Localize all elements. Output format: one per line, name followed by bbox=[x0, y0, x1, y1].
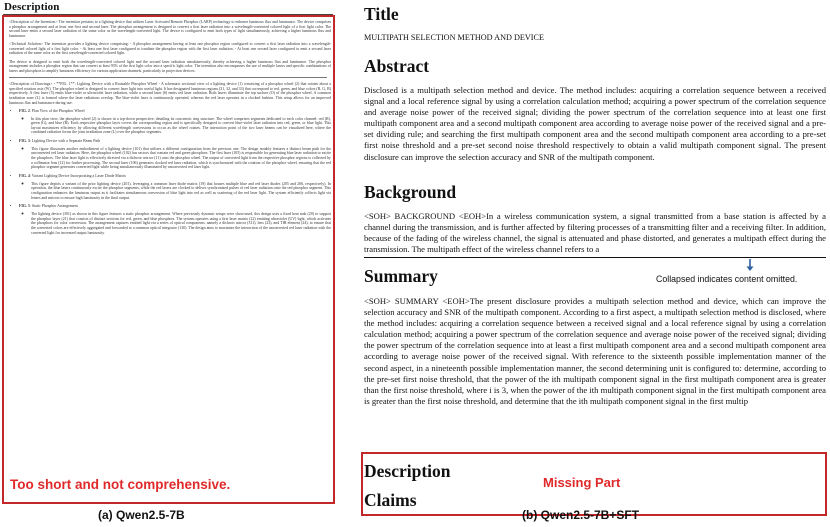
figure-item bbox=[19, 109, 331, 135]
figure-label: FIG. 4 bbox=[19, 174, 30, 179]
figure-detail: ◦ The lighting device (301) as shown in this figure features a static phosphor arrangement. Where previously dynamic setups were showcased, this design uses a fixed heat sink (20) to support the phosphor layer (21) that consists of distinct sections for red, green, and blue phosphors. The system operates using a first laser matrix (22) emitting ultraviolet (UV) light, which activates the phosphors for color conversion. The arrangement captures emitted light via a series of optical components, namely a dichroic mirror (311), lens (23), and TIR element (24), to ensure that the converted colors are effectively aggregated and forwarded to a common optical integrator (130). The design aims to maximize the interaction of the unconverted red laser radiation with the converted light for increased output luminosity. bbox=[31, 212, 331, 235]
paragraph-description-of-drawings: <Description of Drawings> - **FIG. 1**: Lighting Device with a Rotatable Phosphor Wheel - A schematic sectional view of a lighting device (1) consisting of a phosphor wheel (2) that rotates about a specified rotation axis (W). The phosphor wheel is designed to convert laser light into useful light. It has designated luminous regions (31, 32, and 33) that correspond to red, green, and blue colors (R, G, B) respectively. A first laser (5) emits blue-violet or ultraviolet laser radiation, while a second laser (6) emits red laser radiation. Both lasers illuminate the top surface (O) of the phosphor wheel. A common irradiation zone (L) is formed where the laser radiations overlap. The blue-violet laser is continuously operated, whereas the red laser operates in a clocked fashion. This setup allows for an improved luminous flux and luminance during use. bbox=[9, 82, 331, 105]
arrow-down-icon bbox=[745, 258, 755, 272]
figure-list bbox=[9, 109, 331, 235]
too-short-note: Too short and not comprehensive. bbox=[10, 477, 231, 492]
paragraph-description-of-invention: <Description of the Invention> The invention pertains to a lighting device that utilizes Laser Activated Remote Phosphor (LARP) technology to enhance luminous flux and luminance. The device comprises a phosphor arrangement and at least one first and second laser. The phosphor arrangement is designed to convert a first laser radiation into a wavelength-converted colored light of a first light color. The second laser emits a second laser radiation of the same color as the wavelength-converted light. The device is configured to emit both types of light simultaneously, achieving a higher luminous flux and luminance. bbox=[9, 20, 331, 38]
paragraph-device-summary: The device is designed to emit both the wavelength-converted colored light and the second laser radiation simultaneously, thereby achieving a higher luminous flux and luminance. The phosphor arrangement includes a phosphor region that can convert at least 93% of the first light color into a specific light color. The invention also encompasses the use of multiple lasers and specific combinations of lasers and phosphors to amplify luminous efficiency for various application channels, particularly in projection devices. bbox=[9, 59, 331, 73]
figure-detail: ◦ In this plan view, the phosphor wheel (2) is shown in a top-down perspective, detailing its concentric ring structure. The wheel comprises segments dedicated to each color channel: red (R), green (G), and blue (B). Each respective phosphor layer covers the corresponding region and is specifically designed to convert blue-violet laser radiation into red, green, or blue light. This layout maximizes efficiency by allowing different wavelength conversions to occur as the wheel rotates. The interaction point of the two laser beams can be visualized here, where the combined radiation forms the joint irradiation zone (L) over the phosphor segments. bbox=[31, 117, 331, 136]
summary-heading: Summary bbox=[364, 266, 438, 286]
summary-text: <SOH> SUMMARY <EOH>The present disclosure provides a multipath selection method and device, which can improve the selection accuracy and SNR of the multipath component. According to a first aspect, a multipath selection method is disclosed, where the method includes: acquiring a correlation sequence between a received signal and a local reference signal by using a correlation calculation method; acquiring a power spectrum of the correlation sequence and average noise power of the received signal; dividing the power spectrum of the correlation sequence into at least a first multipath component area and a second multipath component area according to average noise power of the received signal. With reference to the sixteenth possible implementation manner of the second aspect, in a nineteenth possible implementation manner, the second determining unit is configured to: determine, according to the pre-set first noise threshold, that the power of the ith multipath component signal in the first multipath component area is greater than the first noise threshold, where i is 3, when the power of the ith multipath component signal in the first multipath component area is greater than the first noise threshold, and determine that the ith multipath component signal in the first multip bbox=[364, 296, 826, 406]
panel-b bbox=[340, 0, 830, 527]
abstract-heading: Abstract bbox=[364, 56, 430, 76]
figure-title: : Variant Lighting Device Incorporating a Laser Diode Matrix bbox=[29, 174, 126, 179]
figure-item bbox=[19, 139, 331, 170]
figure-detail: ◦ This figure depicts a variant of the prior lighting device (201), leveraging a common laser diode matrix (19) that houses multiple blue and red laser diodes (205 and 206, respectively). In operation, the blue lasers continuously excite the phosphor segments, while the red lasers are clocked to deliver synchronized pulses of red laser radiation onto the red phosphor segment. This configuration enhances the luminous output as it facilitates simultaneous conversion of blue light into red as well as scattering of the red laser light. The system efficiently collects light via lenses and mirrors to ensure high luminosity in the final output. bbox=[31, 182, 331, 201]
description-heading: Description bbox=[364, 461, 451, 481]
figure-title: : Lighting Device with a Separate Beam Path bbox=[29, 139, 101, 144]
title-text: MULTIPATH SELECTION METHOD AND DEVICE bbox=[364, 33, 544, 42]
figure-detail: ◦ This figure illustrates another embodiment of a lighting device (101) that utilizes a different configuration from the previous one. The design notably features a distinct beam path for the unconverted red laser radiation. Here, the phosphor wheel (102) has sectors that contain red and green phosphors. The first laser (105) is responsible for generating blue laser radiation to excite the phosphors. The blue laser light is effectively directed via a dichroic mirror (11) onto the phosphor wheel. The output of converted light from the respective phosphor regions is collected by a collimator lens (12) for further processing. The second laser (106) generates clocked red laser radiation, which is synchronized with the rotation of the phosphor wheel, ensuring that the red phosphor segment generates converted light while being simultaneously illuminated by unconverted red laser light. bbox=[31, 147, 331, 170]
description-body bbox=[9, 20, 331, 239]
missing-part-note: Missing Part bbox=[543, 475, 621, 490]
figure-label: FIG. 2 bbox=[19, 108, 30, 113]
panel-a bbox=[0, 0, 338, 527]
figure-title: : Static Phosphor Arrangement bbox=[29, 204, 78, 209]
figure-label: FIG. 5 bbox=[19, 204, 30, 209]
figure-item bbox=[19, 204, 331, 235]
caption-a: (a) Qwen2.5-7B bbox=[98, 508, 185, 522]
collapsed-note: Collapsed indicates content omitted. bbox=[656, 274, 798, 284]
abstract-text: Disclosed is a multipath selection method and device. The method includes: acquiring a correlation sequence between a received signal and a local reference signal by using a correlation calculation method; acquiring a power spectrum of the correlation sequence and average noise power of the received signal; dividing the power spectrum of the correlation sequence into at least one first multipath component area and a second multipath component area according to average noise power of the received signal and a pre-set dividing rule; and searching the first multipath component area and the second multipath component area according to a pre-set first noise threshold and a pre-set second noise threshold respectively to obtain a valid multipath component signal. The present disclosure can improve the selection accuracy and SNR of the multipath component. bbox=[364, 85, 826, 162]
background-text: <SOH> BACKGROUND <EOH>In a wireless communication system, a signal transmitted from a base station is affected by a channel during the transmission, and is further affected by filtering processes of a transmitting filter and a receiving filter. In addition, because of the fading of the wireless channel, the signal is attenuated and phase distorted, and generates a multipath effect during the transmission. The multipath effect of the wireless channel refers to a bbox=[364, 211, 826, 255]
caption-b: (b) Qwen2.5-7B+SFT bbox=[522, 508, 640, 522]
section-divider bbox=[9, 77, 327, 78]
figure-title: : Plan View of the Phosphor Wheel bbox=[29, 108, 85, 113]
claims-heading: Claims bbox=[364, 490, 417, 510]
figure-label: FIG. 3 bbox=[19, 139, 30, 144]
figure-item bbox=[19, 174, 331, 200]
background-heading: Background bbox=[364, 182, 457, 202]
paragraph-technical-solution: <Technical Solution> The invention provides a lighting device comprising: - A phosphor arrangement having at least one phosphor region configured to convert a first laser radiation into a wavelength-converted colored light of a first light color. - At least one first laser configured to irradiate the phosphor region with the first laser radiation. - At least one second laser configured to emit a second laser radiation of the same color as the first wavelength-converted colored light. bbox=[9, 42, 331, 56]
collapse-divider bbox=[364, 257, 826, 258]
description-heading: Description bbox=[4, 1, 60, 13]
title-heading: Title bbox=[364, 4, 399, 24]
